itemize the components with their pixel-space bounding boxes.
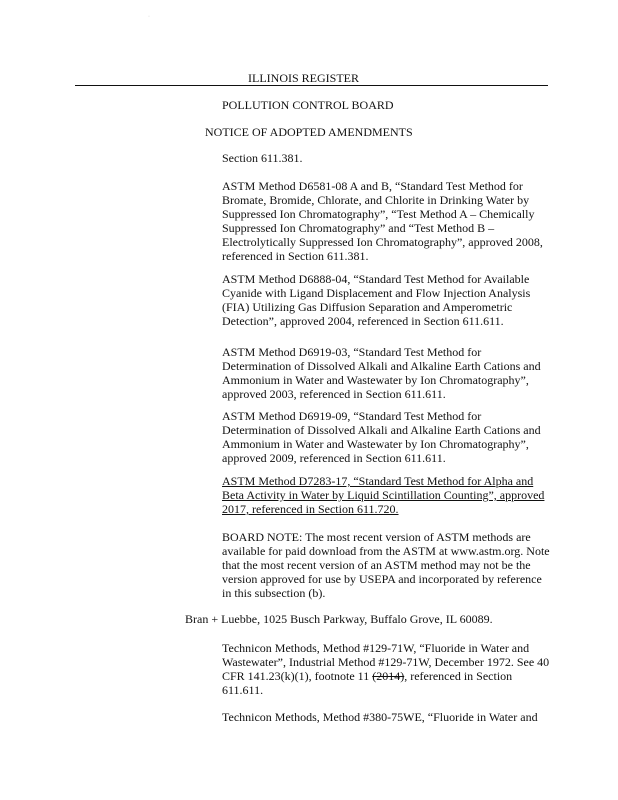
technicon-129-text	[222, 641, 552, 697]
technicon-380-paragraph	[222, 710, 552, 724]
board-note-text: BOARD NOTE: The most recent version of ASTM methods are available for paid download from the ASTM at www.astm.org. Note that the most recent version of an ASTM method may not be the version approved for use by USEPA and incorporated by reference in this subsection (b).	[222, 530, 550, 600]
astm-d6581-paragraph	[222, 179, 552, 263]
added-paragraph-text: ASTM Method D7283-17, “Standard Test Method for Alpha and Beta Activity in Water by Liquid Scintillation Counting”, approved 2017, referenced in Section 611.720.	[222, 474, 545, 516]
section-continuation-text: Section 611.381.	[222, 151, 303, 165]
technicon-129-before: Technicon Methods, Method #129-71W, “Fluoride in Water and Wastewater”, Industrial Method #129-71W, December 1972. See 40 CFR 141.23(k)(1), footnote 11	[222, 641, 550, 683]
scan-mark: ·	[148, 14, 150, 20]
paragraph-text: ASTM Method D6581-08 A and B, “Standard Test Method for Bromate, Bromide, Chlorate, and Chlorite in Drinking Water by Suppressed Ion Chromatography”, “Test Method A – Chemically Suppressed Ion Chromatography” and “Test Method B – Electrolytically Suppressed Ion Chromatography”, approved 2008, referenced in Section 611.381.	[222, 179, 543, 263]
technicon-380-text: Technicon Methods, Method #380-75WE, “Fluoride in Water and	[222, 710, 538, 724]
register-header: ILLINOIS REGISTER	[248, 71, 359, 85]
section-continuation	[222, 151, 552, 165]
paragraph-text: ASTM Method D6919-09, “Standard Test Method for Determination of Dissolved Alkali and Alkaline Earth Cations and Ammonium in Water and Wastewater by Ion Chromatography”, approved 2009, referenced in Section 611.611.	[222, 409, 541, 465]
entity-heading: Bran + Luebbe, 1025 Busch Parkway, Buffalo Grove, IL 60089.	[185, 612, 493, 626]
astm-d6919-09-paragraph	[222, 409, 552, 465]
astm-d6919-03-paragraph	[222, 345, 552, 401]
board-header: POLLUTION CONTROL BOARD	[222, 98, 394, 112]
header-rule	[75, 85, 548, 86]
technicon-129-after: , referenced in Section 611.611.	[222, 669, 513, 697]
paragraph-text: ASTM Method D6919-03, “Standard Test Method for Determination of Dissolved Alkali and Alkaline Earth Cations and Ammonium in Water and Wastewater by Ion Chromatography”, approved 2003, referenced in Section 611.611.	[222, 345, 541, 401]
deleted-text: (2014)	[372, 669, 405, 683]
technicon-129-paragraph	[222, 641, 552, 697]
board-note-paragraph	[222, 530, 552, 600]
astm-d7283-paragraph	[222, 474, 552, 516]
paragraph-text: ASTM Method D6888-04, “Standard Test Method for Available Cyanide with Ligand Displacement and Flow Injection Analysis (FIA) Utilizing Gas Diffusion Separation and Amperometric Detection”, approved 2004, referenced in Section 611.611.	[222, 272, 531, 328]
astm-d6888-paragraph	[222, 272, 552, 328]
notice-header: NOTICE OF ADOPTED AMENDMENTS	[205, 125, 413, 139]
